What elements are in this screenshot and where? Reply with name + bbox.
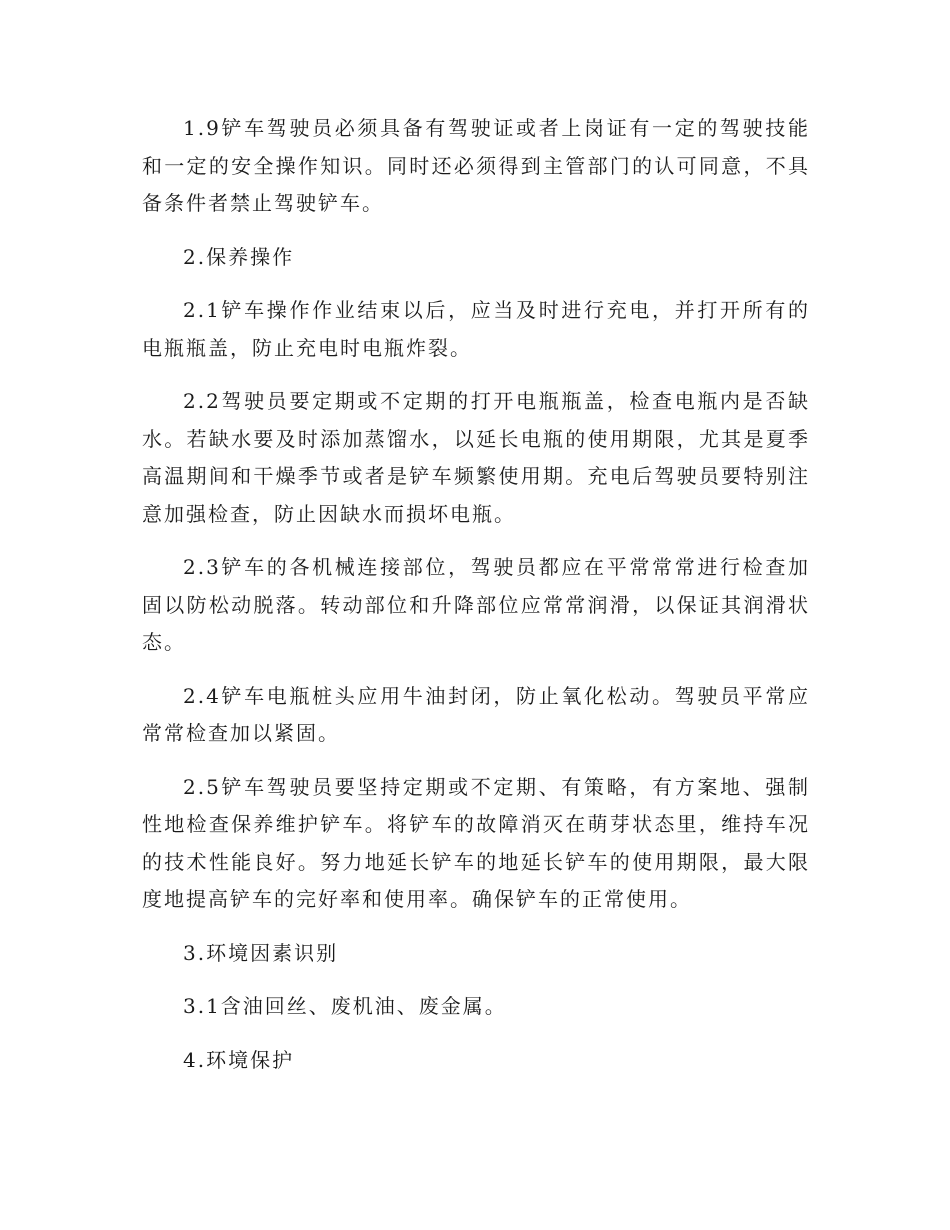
section-heading-environmental-factors: 3.环境因素识别 (183, 940, 339, 965)
section-heading-maintenance: 2.保养操作 (183, 244, 295, 269)
paragraph-2-2-battery-water: 2.2驾驶员要定期或不定期的打开电瓶瓶盖，检查电瓶内是否缺水。若缺水要及时添加蒸馏水，以延长电瓶的使用期限，尤其是夏季高温期间和干燥季节或者是铲车频繁使用期。充电后驾驶员要特别注意加强检查，防止因缺水而损坏电瓶。 (142, 389, 810, 526)
section-heading-environmental-protection: 4.环境保护 (183, 1047, 295, 1072)
paragraph-2-1-charging: 2.1铲车操作作业结束以后，应当及时进行充电，并打开所有的电瓶瓶盖，防止充电时电瓶炸裂。 (142, 298, 810, 360)
paragraph-2-3-mechanical-parts: 2.3铲车的各机械连接部位，驾驶员都应在平常常常进行检查加固以防松动脱落。转动部位和升降部位应常常润滑，以保证其润滑状态。 (142, 555, 810, 654)
document-body (142, 110, 810, 1095)
paragraph-3-1-waste-items: 3.1含油回丝、废机油、废金属。 (183, 994, 507, 1018)
paragraph-1-9-driver-qualification: 1.9铲车驾驶员必须具备有驾驶证或者上岗证有一定的驾驶技能和一定的安全操作知识。同时还必须得到主管部门的认可同意，不具备条件者禁止驾驶铲车。 (142, 116, 810, 215)
paragraph-2-5-regular-maintenance: 2.5铲车驾驶员要坚持定期或不定期、有策略，有方案地、强制性地检查保养维护铲车。将铲车的故障消灭在萌芽状态里，维持车况的技术性能良好。努力地延长铲车的地延长铲车的使用期限，最大限度地提高铲车的完好率和使用率。确保铲车的正常使用。 (142, 774, 810, 911)
paragraph-2-4-battery-terminals: 2.4铲车电瓶桩头应用牛油封闭，防止氧化松动。驾驶员平常应常常检查加以紧固。 (142, 683, 810, 745)
